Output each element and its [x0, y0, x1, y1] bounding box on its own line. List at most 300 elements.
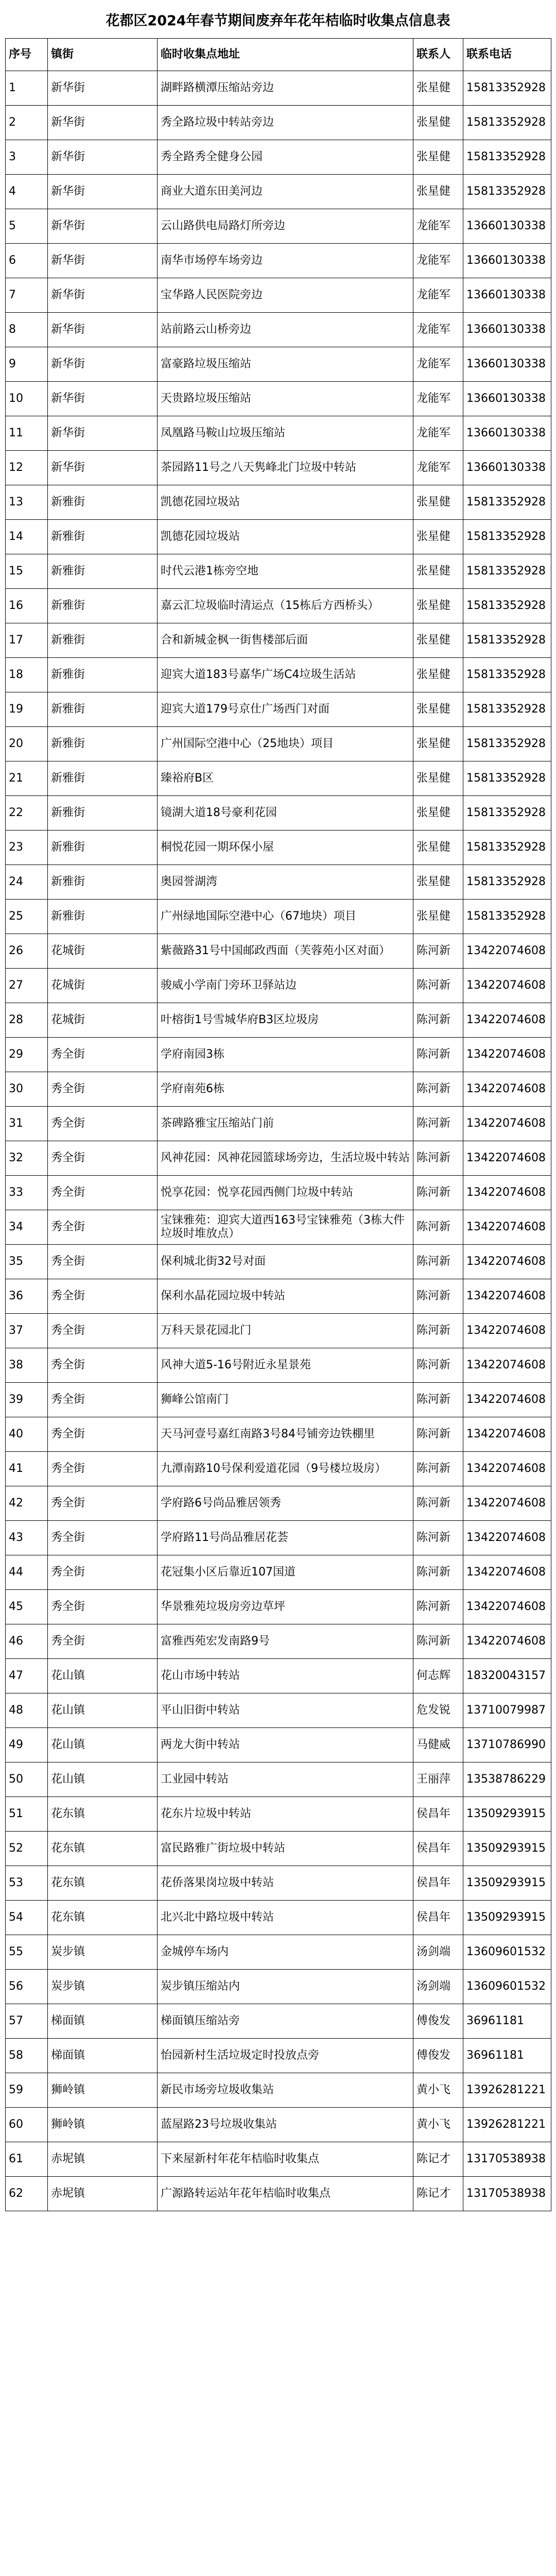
cell-address: 时代云港1栋旁空地 — [158, 554, 413, 589]
cell-phone: 13422074608 — [463, 1245, 551, 1279]
cell-town: 新雅街 — [48, 865, 158, 900]
cell-town: 秀全街 — [48, 1624, 158, 1659]
cell-address: 广州绿地国际空港中心（67地块）项目 — [158, 900, 413, 934]
table-row — [6, 1452, 551, 1486]
cell-contact: 张星健 — [413, 623, 463, 658]
cell-phone: 13422074608 — [463, 1486, 551, 1521]
cell-town: 新雅街 — [48, 796, 158, 831]
table-row — [6, 175, 551, 209]
cell-phone: 15813352928 — [463, 623, 551, 658]
cell-phone: 15813352928 — [463, 589, 551, 623]
cell-serial: 49 — [6, 1728, 48, 1762]
cell-contact: 陈河新 — [413, 1279, 463, 1314]
cell-contact: 陈河新 — [413, 1624, 463, 1659]
cell-serial: 51 — [6, 1797, 48, 1832]
cell-contact: 陈河新 — [413, 1107, 463, 1141]
cell-serial: 17 — [6, 623, 48, 658]
cell-phone: 13422074608 — [463, 1107, 551, 1141]
cell-address: 下来屋新村年花年桔临时收集点 — [158, 2142, 413, 2177]
table-row — [6, 1797, 551, 1832]
cell-address: 迎宾大道179号京仕广场西门对面 — [158, 692, 413, 727]
table-row — [6, 2004, 551, 2039]
cell-contact: 陈记才 — [413, 2142, 463, 2177]
cell-phone: 13609601532 — [463, 1935, 551, 1970]
cell-address: 广州国际空港中心（25地块）项目 — [158, 727, 413, 761]
cell-contact: 张星健 — [413, 727, 463, 761]
table-row — [6, 1693, 551, 1728]
cell-contact: 汤剑端 — [413, 1970, 463, 2004]
cell-contact: 侯昌年 — [413, 1797, 463, 1832]
cell-town: 狮岭镇 — [48, 2073, 158, 2108]
cell-contact: 龙能军 — [413, 209, 463, 244]
cell-town: 秀全街 — [48, 1348, 158, 1383]
cell-address: 茶园路11号之八天隽峰北门垃圾中转站 — [158, 451, 413, 485]
table-row — [6, 1866, 551, 1901]
cell-contact: 张星健 — [413, 761, 463, 796]
table-row — [6, 313, 551, 347]
cell-contact: 陈河新 — [413, 1314, 463, 1348]
table-row — [6, 2039, 551, 2073]
cell-phone: 13660130338 — [463, 382, 551, 416]
cell-address: 桐悦花园一期环保小屋 — [158, 831, 413, 865]
cell-serial: 30 — [6, 1072, 48, 1107]
cell-serial: 25 — [6, 900, 48, 934]
cell-phone: 13538786229 — [463, 1762, 551, 1797]
cell-contact: 黄小飞 — [413, 2073, 463, 2108]
cell-phone: 15813352928 — [463, 140, 551, 175]
cell-phone: 15813352928 — [463, 71, 551, 106]
cell-town: 新雅街 — [48, 623, 158, 658]
cell-town: 新雅街 — [48, 658, 158, 692]
cell-address: 花侨落果岗垃圾中转站 — [158, 1866, 413, 1901]
cell-phone: 15813352928 — [463, 831, 551, 865]
cell-serial: 33 — [6, 1176, 48, 1210]
cell-serial: 26 — [6, 934, 48, 969]
cell-contact: 陈河新 — [413, 1590, 463, 1624]
cell-serial: 53 — [6, 1866, 48, 1901]
collection-points-table — [5, 38, 551, 2211]
cell-town: 新华街 — [48, 347, 158, 382]
table-row — [6, 1210, 551, 1245]
cell-address: 狮峰公馆南门 — [158, 1383, 413, 1417]
cell-phone: 13660130338 — [463, 278, 551, 313]
cell-address: 富豪路垃圾压缩站 — [158, 347, 413, 382]
cell-serial: 6 — [6, 244, 48, 278]
cell-phone: 13422074608 — [463, 1348, 551, 1383]
table-row — [6, 2108, 551, 2142]
cell-address: 凯德花园垃圾站 — [158, 520, 413, 554]
cell-phone: 13926281221 — [463, 2073, 551, 2108]
cell-address: 凯德花园垃圾站 — [158, 485, 413, 520]
cell-address: 梯面镇压缩站旁 — [158, 2004, 413, 2039]
cell-phone: 13422074608 — [463, 1314, 551, 1348]
cell-serial: 11 — [6, 416, 48, 451]
table-row — [6, 554, 551, 589]
cell-town: 秀全街 — [48, 1279, 158, 1314]
cell-contact: 马健威 — [413, 1728, 463, 1762]
cell-address: 合和新城金枫一街售楼部后面 — [158, 623, 413, 658]
cell-address: 保利城北街32号对面 — [158, 1245, 413, 1279]
cell-town: 花东镇 — [48, 1797, 158, 1832]
cell-contact: 陈河新 — [413, 1176, 463, 1210]
cell-serial: 18 — [6, 658, 48, 692]
cell-serial: 58 — [6, 2039, 48, 2073]
cell-address: 炭步镇压缩站内 — [158, 1970, 413, 2004]
cell-contact: 陈河新 — [413, 1452, 463, 1486]
cell-phone: 15813352928 — [463, 727, 551, 761]
table-row — [6, 520, 551, 554]
table-row — [6, 106, 551, 140]
header-contact: 联系人 — [413, 39, 463, 71]
cell-contact: 陈记才 — [413, 2177, 463, 2211]
cell-address: 学府南苑6栋 — [158, 1072, 413, 1107]
cell-phone: 13422074608 — [463, 1141, 551, 1176]
cell-town: 赤坭镇 — [48, 2177, 158, 2211]
cell-contact: 张星健 — [413, 589, 463, 623]
table-row — [6, 727, 551, 761]
cell-contact: 龙能军 — [413, 382, 463, 416]
table-row — [6, 692, 551, 727]
cell-town: 梯面镇 — [48, 2004, 158, 2039]
table-row — [6, 347, 551, 382]
cell-serial: 45 — [6, 1590, 48, 1624]
cell-town: 秀全街 — [48, 1314, 158, 1348]
cell-town: 炭步镇 — [48, 1935, 158, 1970]
cell-address: 保利水晶花园垃圾中转站 — [158, 1279, 413, 1314]
cell-contact: 张星健 — [413, 71, 463, 106]
table-row — [6, 209, 551, 244]
cell-contact: 陈河新 — [413, 1072, 463, 1107]
cell-address: 凤凰路马鞍山垃圾压缩站 — [158, 416, 413, 451]
cell-town: 新华街 — [48, 278, 158, 313]
cell-serial: 43 — [6, 1521, 48, 1555]
cell-phone: 13170538938 — [463, 2142, 551, 2177]
cell-town: 新雅街 — [48, 520, 158, 554]
cell-contact: 张星健 — [413, 796, 463, 831]
cell-town: 新雅街 — [48, 554, 158, 589]
cell-phone: 13660130338 — [463, 313, 551, 347]
cell-serial: 39 — [6, 1383, 48, 1417]
table-row — [6, 1176, 551, 1210]
table-body — [6, 71, 551, 2211]
table-row — [6, 1728, 551, 1762]
cell-address: 九潭南路10号保利爱道花园（9号楼垃圾房） — [158, 1452, 413, 1486]
cell-phone: 13422074608 — [463, 1555, 551, 1590]
cell-phone: 13660130338 — [463, 416, 551, 451]
cell-serial: 60 — [6, 2108, 48, 2142]
cell-address: 风神大道5-16号附近永星景苑 — [158, 1348, 413, 1383]
cell-address: 花山市场中转站 — [158, 1659, 413, 1693]
cell-contact: 陈河新 — [413, 1521, 463, 1555]
cell-address: 花东片垃圾中转站 — [158, 1797, 413, 1832]
cell-contact: 龙能军 — [413, 451, 463, 485]
cell-town: 花山镇 — [48, 1659, 158, 1693]
cell-phone: 15813352928 — [463, 106, 551, 140]
cell-town: 花东镇 — [48, 1866, 158, 1901]
cell-serial: 12 — [6, 451, 48, 485]
cell-serial: 48 — [6, 1693, 48, 1728]
cell-phone: 13422074608 — [463, 1383, 551, 1417]
table-row — [6, 278, 551, 313]
table-row — [6, 865, 551, 900]
cell-serial: 34 — [6, 1210, 48, 1245]
cell-serial: 14 — [6, 520, 48, 554]
cell-contact: 王丽萍 — [413, 1762, 463, 1797]
cell-town: 新华街 — [48, 71, 158, 106]
table-row — [6, 1762, 551, 1797]
cell-town: 花山镇 — [48, 1728, 158, 1762]
cell-town: 花城街 — [48, 969, 158, 1003]
cell-town: 炭步镇 — [48, 1970, 158, 2004]
cell-address: 金城停车场内 — [158, 1935, 413, 1970]
cell-address: 秀全路秀全健身公园 — [158, 140, 413, 175]
cell-town: 花山镇 — [48, 1693, 158, 1728]
cell-address: 南华市场停车场旁边 — [158, 244, 413, 278]
cell-contact: 陈河新 — [413, 1210, 463, 1245]
table-row — [6, 1348, 551, 1383]
cell-serial: 59 — [6, 2073, 48, 2108]
table-row — [6, 1832, 551, 1866]
cell-contact: 黄小飞 — [413, 2108, 463, 2142]
table-row — [6, 1279, 551, 1314]
header-phone: 联系电话 — [463, 39, 551, 71]
cell-serial: 5 — [6, 209, 48, 244]
cell-address: 嘉云汇垃圾临时清运点（15栋后方西桥头） — [158, 589, 413, 623]
cell-serial: 16 — [6, 589, 48, 623]
cell-address: 叶榕街1号雪城华府B3区垃圾房 — [158, 1003, 413, 1038]
cell-town: 新雅街 — [48, 485, 158, 520]
cell-serial: 24 — [6, 865, 48, 900]
cell-town: 新雅街 — [48, 589, 158, 623]
cell-phone: 15813352928 — [463, 692, 551, 727]
table-row — [6, 2073, 551, 2108]
cell-phone: 18320043157 — [463, 1659, 551, 1693]
table-header-row — [6, 39, 551, 71]
cell-serial: 42 — [6, 1486, 48, 1521]
cell-serial: 20 — [6, 727, 48, 761]
cell-address: 天马河壹号嘉红南路3号84号铺旁边铁棚里 — [158, 1417, 413, 1452]
cell-address: 云山路供电局路灯所旁边 — [158, 209, 413, 244]
table-row — [6, 1590, 551, 1624]
cell-phone: 13422074608 — [463, 1279, 551, 1314]
cell-address: 湖畔路横潭压缩站旁边 — [158, 71, 413, 106]
cell-phone: 15813352928 — [463, 796, 551, 831]
cell-address: 平山旧街中转站 — [158, 1693, 413, 1728]
cell-town: 秀全街 — [48, 1176, 158, 1210]
cell-serial: 15 — [6, 554, 48, 589]
cell-serial: 13 — [6, 485, 48, 520]
cell-serial: 47 — [6, 1659, 48, 1693]
cell-town: 梯面镇 — [48, 2039, 158, 2073]
cell-phone: 13422074608 — [463, 934, 551, 969]
cell-serial: 57 — [6, 2004, 48, 2039]
cell-contact: 张星健 — [413, 692, 463, 727]
cell-town: 新华街 — [48, 416, 158, 451]
cell-phone: 36961181 — [463, 2039, 551, 2073]
page-title: 花都区2024年春节期间废弃年花年桔临时收集点信息表 — [106, 12, 450, 29]
cell-contact: 张星健 — [413, 140, 463, 175]
cell-phone: 13509293915 — [463, 1901, 551, 1935]
cell-phone: 13422074608 — [463, 1521, 551, 1555]
cell-contact: 陈河新 — [413, 1486, 463, 1521]
cell-serial: 36 — [6, 1279, 48, 1314]
cell-contact: 陈河新 — [413, 934, 463, 969]
table-row — [6, 761, 551, 796]
table-row — [6, 589, 551, 623]
table-row — [6, 1935, 551, 1970]
table-row — [6, 416, 551, 451]
cell-town: 秀全街 — [48, 1452, 158, 1486]
cell-address: 臻裕府B区 — [158, 761, 413, 796]
cell-serial: 4 — [6, 175, 48, 209]
cell-contact: 龙能军 — [413, 313, 463, 347]
cell-phone: 13609601532 — [463, 1970, 551, 2004]
cell-serial: 38 — [6, 1348, 48, 1383]
cell-phone: 13422074608 — [463, 1210, 551, 1245]
cell-town: 新华街 — [48, 313, 158, 347]
cell-town: 花城街 — [48, 934, 158, 969]
cell-contact: 张星健 — [413, 485, 463, 520]
cell-serial: 41 — [6, 1452, 48, 1486]
header-address: 临时收集点地址 — [158, 39, 413, 71]
cell-contact: 张星健 — [413, 520, 463, 554]
cell-contact: 张星健 — [413, 658, 463, 692]
cell-phone: 15813352928 — [463, 175, 551, 209]
cell-phone: 13422074608 — [463, 1003, 551, 1038]
cell-serial: 23 — [6, 831, 48, 865]
cell-contact: 张星健 — [413, 554, 463, 589]
cell-serial: 32 — [6, 1141, 48, 1176]
cell-town: 花东镇 — [48, 1832, 158, 1866]
cell-address: 镜湖大道18号豪利花园 — [158, 796, 413, 831]
cell-address: 新民市场旁垃圾收集站 — [158, 2073, 413, 2108]
table-row — [6, 831, 551, 865]
table-row — [6, 382, 551, 416]
cell-contact: 傅俊发 — [413, 2004, 463, 2039]
cell-address: 紫薇路31号中国邮政西面（芙蓉苑小区对面） — [158, 934, 413, 969]
cell-serial: 1 — [6, 71, 48, 106]
cell-address: 万科天景花园北门 — [158, 1314, 413, 1348]
table-row — [6, 1659, 551, 1693]
cell-town: 秀全街 — [48, 1590, 158, 1624]
cell-phone: 13509293915 — [463, 1797, 551, 1832]
cell-phone: 13660130338 — [463, 244, 551, 278]
cell-town: 秀全街 — [48, 1486, 158, 1521]
cell-phone: 13422074608 — [463, 1038, 551, 1072]
cell-address: 学府路11号尚品雅居花荟 — [158, 1521, 413, 1555]
cell-contact: 陈河新 — [413, 1417, 463, 1452]
cell-town: 新雅街 — [48, 831, 158, 865]
cell-serial: 22 — [6, 796, 48, 831]
table-row — [6, 1038, 551, 1072]
cell-serial: 62 — [6, 2177, 48, 2211]
cell-address: 风神花园：风神花园篮球场旁边，生活垃圾中转站 — [158, 1141, 413, 1176]
cell-phone: 15813352928 — [463, 761, 551, 796]
cell-address: 奥园誉湖湾 — [158, 865, 413, 900]
table-row — [6, 1417, 551, 1452]
cell-phone: 15813352928 — [463, 658, 551, 692]
table-row — [6, 451, 551, 485]
cell-serial: 37 — [6, 1314, 48, 1348]
cell-contact: 陈河新 — [413, 1141, 463, 1176]
cell-town: 新雅街 — [48, 900, 158, 934]
cell-town: 新雅街 — [48, 761, 158, 796]
cell-contact: 龙能军 — [413, 347, 463, 382]
cell-town: 秀全街 — [48, 1521, 158, 1555]
cell-phone: 13660130338 — [463, 347, 551, 382]
cell-town: 秀全街 — [48, 1107, 158, 1141]
table-row — [6, 1970, 551, 2004]
cell-contact: 侯昌年 — [413, 1901, 463, 1935]
cell-address: 工业园中转站 — [158, 1762, 413, 1797]
cell-town: 秀全街 — [48, 1072, 158, 1107]
cell-address: 怡园新村生活垃圾定时投放点旁 — [158, 2039, 413, 2073]
cell-serial: 7 — [6, 278, 48, 313]
cell-serial: 2 — [6, 106, 48, 140]
cell-phone: 36961181 — [463, 2004, 551, 2039]
cell-phone: 13170538938 — [463, 2177, 551, 2211]
cell-address: 悦享花园：悦享花园西侧门垃圾中转站 — [158, 1176, 413, 1210]
cell-town: 狮岭镇 — [48, 2108, 158, 2142]
cell-address: 骏威小学南门旁环卫驿站边 — [158, 969, 413, 1003]
cell-address: 富雅西苑宏发南路9号 — [158, 1624, 413, 1659]
cell-address: 学府路6号尚品雅居领秀 — [158, 1486, 413, 1521]
table-row — [6, 623, 551, 658]
cell-serial: 61 — [6, 2142, 48, 2177]
cell-serial: 28 — [6, 1003, 48, 1038]
table-row — [6, 1901, 551, 1935]
cell-contact: 陈河新 — [413, 1348, 463, 1383]
cell-phone: 13926281221 — [463, 2108, 551, 2142]
cell-town: 新雅街 — [48, 727, 158, 761]
cell-phone: 13422074608 — [463, 969, 551, 1003]
cell-contact: 陈河新 — [413, 1003, 463, 1038]
table-row — [6, 244, 551, 278]
cell-phone: 15813352928 — [463, 554, 551, 589]
cell-phone: 13422074608 — [463, 1072, 551, 1107]
cell-contact: 陈河新 — [413, 1038, 463, 1072]
table-row — [6, 1072, 551, 1107]
cell-address: 两龙大街中转站 — [158, 1728, 413, 1762]
cell-serial: 29 — [6, 1038, 48, 1072]
cell-town: 花城街 — [48, 1003, 158, 1038]
cell-serial: 50 — [6, 1762, 48, 1797]
cell-phone: 13422074608 — [463, 1417, 551, 1452]
cell-contact: 陈河新 — [413, 1383, 463, 1417]
cell-serial: 8 — [6, 313, 48, 347]
cell-contact: 陈河新 — [413, 1555, 463, 1590]
cell-contact: 汤剑端 — [413, 1935, 463, 1970]
cell-contact: 张星健 — [413, 106, 463, 140]
cell-town: 新华街 — [48, 244, 158, 278]
cell-contact: 龙能军 — [413, 244, 463, 278]
cell-address: 富民路雅广街垃圾中转站 — [158, 1832, 413, 1866]
table-row — [6, 969, 551, 1003]
table-row — [6, 140, 551, 175]
cell-phone: 13660130338 — [463, 209, 551, 244]
cell-town: 新华街 — [48, 106, 158, 140]
cell-serial: 54 — [6, 1901, 48, 1935]
cell-town: 秀全街 — [48, 1141, 158, 1176]
cell-contact: 龙能军 — [413, 416, 463, 451]
cell-town: 新华街 — [48, 382, 158, 416]
cell-address: 华景雅苑垃圾房旁边草坪 — [158, 1590, 413, 1624]
cell-town: 新华街 — [48, 209, 158, 244]
cell-serial: 56 — [6, 1970, 48, 2004]
cell-address: 宝华路人民医院旁边 — [158, 278, 413, 313]
cell-phone: 13422074608 — [463, 1176, 551, 1210]
cell-serial: 27 — [6, 969, 48, 1003]
